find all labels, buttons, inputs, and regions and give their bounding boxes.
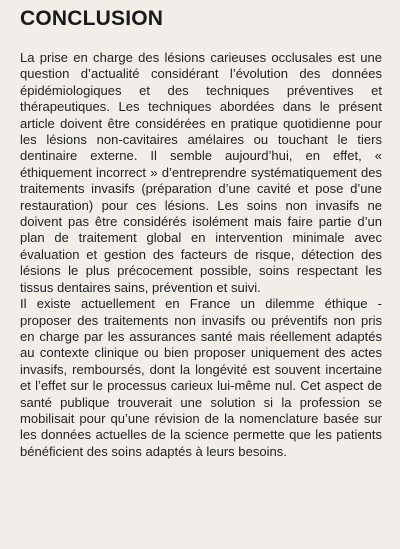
section-title: CONCLUSION bbox=[20, 7, 164, 30]
paragraph-2: Il existe actuellement en France un dilemme éthique - proposer des traitements non invasifs ou préventifs non pris en charge par les assurances santé mais réellement adaptés au contexte clinique ou bien proposer uniquement des actes invasifs, remboursés, dont la longévité est souvent incertaine et l’effet sur le processus carieux lui-même nul. Cet aspect de santé publique trouverait une solution si la profession se mobilisait pour qu’une révision de la nomenclature basée sur les données actuelles de la science permette que les patients bénéficient des soins adaptés à leurs besoins. bbox=[20, 296, 382, 459]
paragraph-1: La prise en charge des lésions carieuses occlusales est une question d’actualité considérant l’évolution des données épidémiologiques et des techniques préventives et thérapeutiques. Les techniques abordées dans le présent article doivent être considérées en pratique quotidienne pour les lésions non-cavitaires amélaires ou touchant le tiers dentinaire externe. Il semble aujourd’hui, en effet, « éthiquement incorrect » d’entreprendre systématiquement des traitements invasifs (préparation d’une cavité et pose d’une restauration) pour ces lésions. Les soins non invasifs ne doivent pas être considérés isolément mais faire partie d’un plan de traitement global en intervention minimale avec évaluation et gestion des facteurs de risque, détection des lésions le plus précocement possible, soins respectant les tissus dentaires sains, prévention et suivi. bbox=[20, 50, 382, 295]
